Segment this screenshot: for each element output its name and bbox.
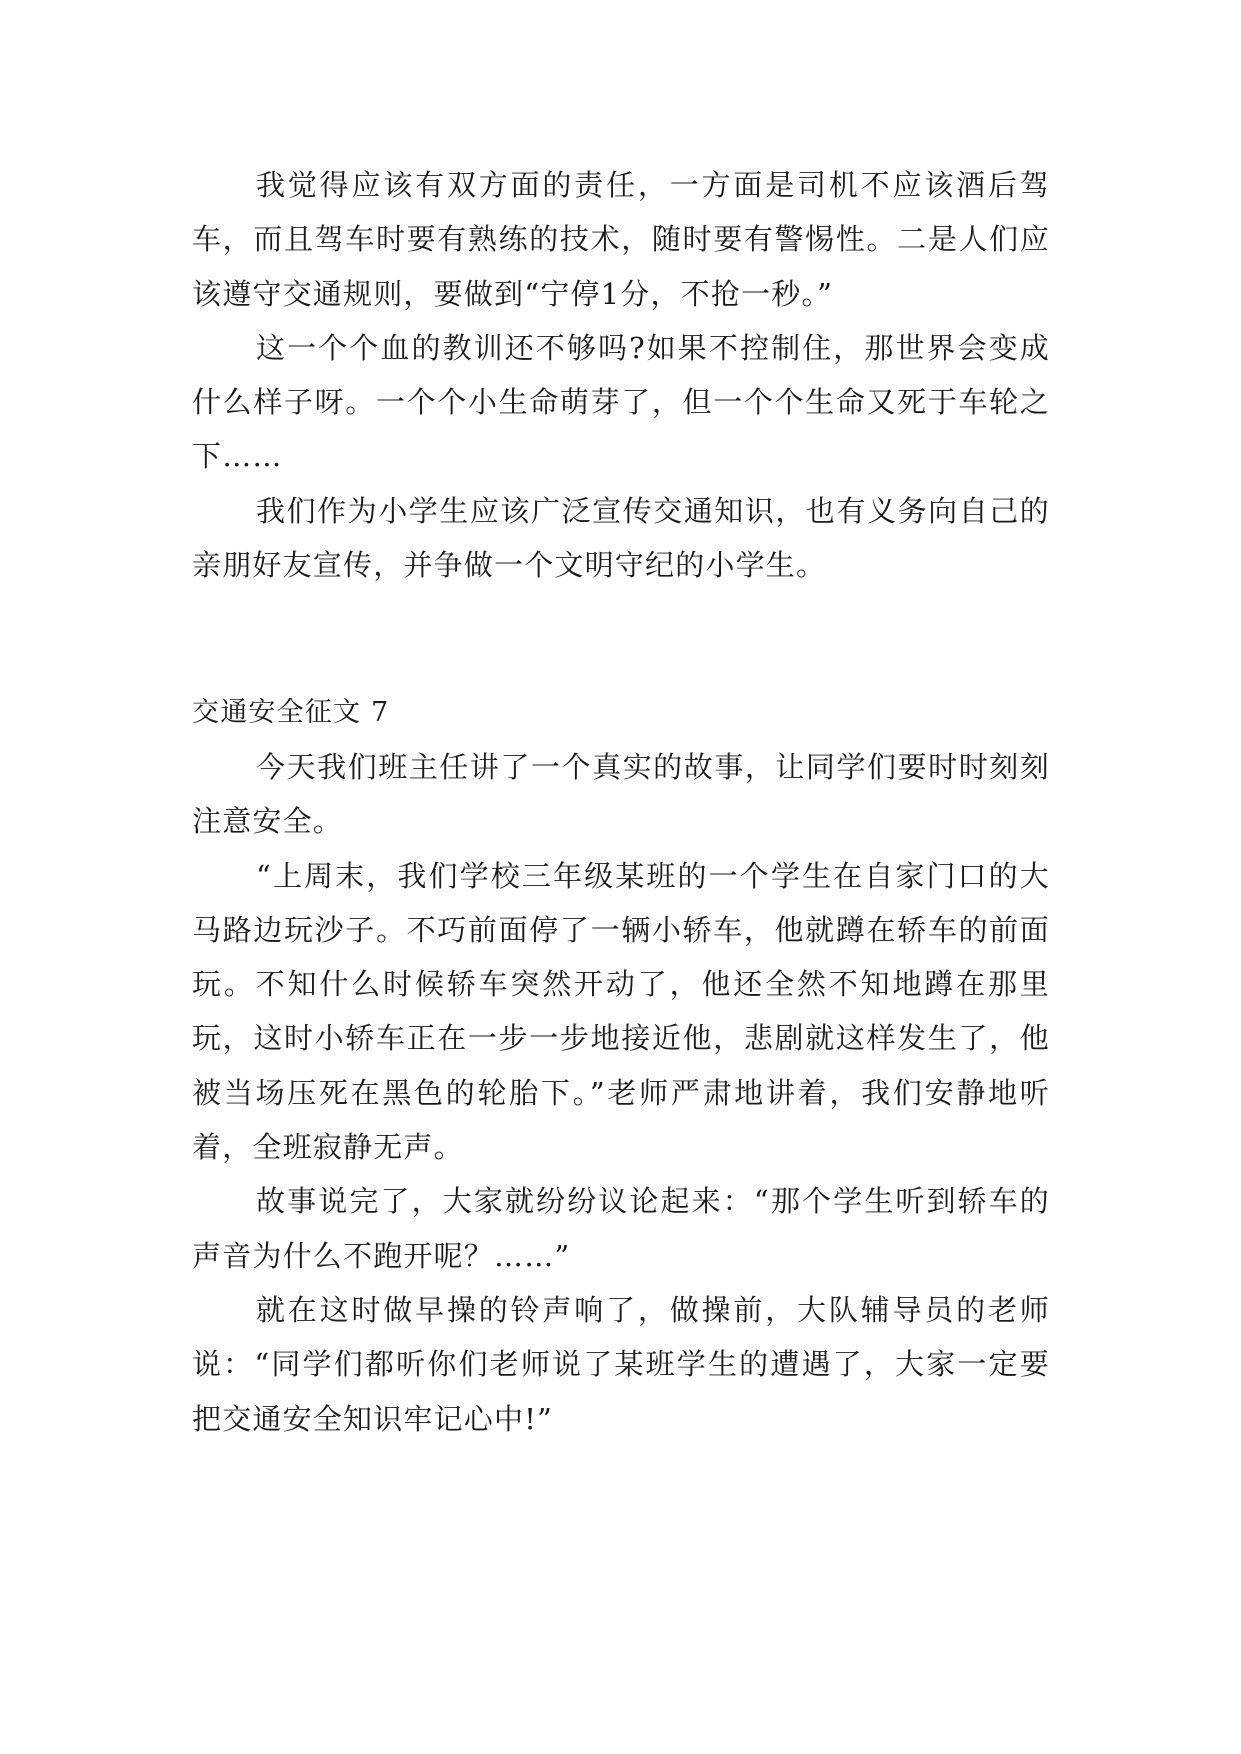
essay-continuation <box>192 158 1050 592</box>
paragraph: “上周末，我们学校三年级某班的一个学生在自家门口的大马路边玩沙子。不巧前面停了一辆小轿车，他就蹲在轿车的前面玩。不知什么时候轿车突然开动了，他还全然不知地蹲在那里玩，这时小轿车正在一步一步地接近他，悲剧就这样发生了，他被当场压死在黑色的轮胎下。”老师严肃地讲着，我们安静地听着，全班寂静无声。 <box>192 858 1050 1165</box>
paragraph: 这一个个血的教训还不够吗?如果不控制住，那世界会变成什么样子呀。一个个小生命萌芽了，但一个个生命又死于车轮之下…… <box>192 330 1050 474</box>
paragraph: 故事说完了，大家就纷纷议论起来：“那个学生听到轿车的声音为什么不跑开呢？……” <box>192 1184 1050 1273</box>
paragraph: 就在这时做早操的铃声响了，做操前，大队辅导员的老师说：“同学们都听你们老师说了某班学生的遭遇了，大家一定要把交通安全知识牢记心中!” <box>192 1292 1050 1436</box>
essay-title: 交通安全征文 7 <box>192 697 390 728</box>
paragraph: 今天我们班主任讲了一个真实的故事，让同学们要时时刻刻注意安全。 <box>192 750 1050 839</box>
paragraph: 我们作为小学生应该广泛宣传交通知识，也有义务向自己的亲朋好友宣传，并争做一个文明守纪的小学生。 <box>192 493 1050 583</box>
essay-7 <box>192 686 1050 1446</box>
paragraph: 我觉得应该有双方面的责任，一方面是司机不应该酒后驾车，而且驾车时要有熟练的技术，随时要有警惕性。二是人们应该遵守交通规则，要做到“宁停1分，不抢一秒。” <box>192 168 1050 311</box>
